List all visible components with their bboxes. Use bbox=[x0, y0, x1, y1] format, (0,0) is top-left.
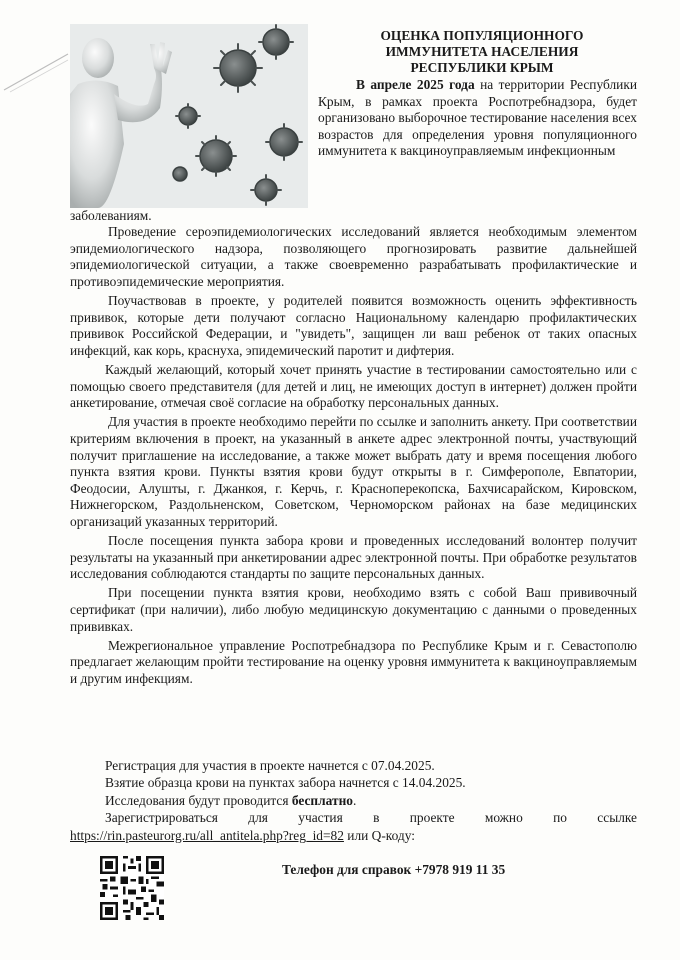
scan-artifact-line bbox=[0, 36, 70, 96]
link-tail: или Q-коду: bbox=[343, 827, 415, 843]
sampling-start: Взятие образца крови на пунктах забора начнется с 14.04.2025. bbox=[105, 775, 466, 791]
intro-text: на территории Республики Крым, в рамках проекта Роспотребнадзора, будет организовано выборочное тестирование населения всех возрастов для определения уровня популяционного иммунитета к вакциноуправляемым инфекционным bbox=[318, 77, 637, 159]
paragraph: Каждый желающий, который хочет принять участие в тестировании самостоятельно или с помощью своего представителя (для детей и лиц, не имеющих доступ в интернет) должен пройти анкетирование, отмечая своё согласие на обработку персональных данных. bbox=[70, 361, 637, 411]
virus-figure-illustration bbox=[70, 24, 308, 208]
link-line bbox=[70, 827, 637, 844]
paragraph: После посещения пункта забора крови и проведенных исследований волонтер получит результаты на указанный при анкетировании адрес электронной почты. При обработке результатов исследования соблюдаются стандарты по защите персональных данных. bbox=[70, 533, 637, 582]
free-suffix: . bbox=[353, 792, 357, 808]
registration-info bbox=[70, 757, 637, 844]
paragraph: Межрегиональное управление Роспотребнадзора по Республике Крым и г. Севастополю предлагает желающим пройти тестирование на оценку уровня иммунитета к вакциноуправляемым и другим инфекциям. bbox=[70, 637, 637, 686]
free-prefix: Исследования будут проводится bbox=[105, 792, 292, 808]
intro-paragraph bbox=[318, 77, 637, 160]
free-note bbox=[70, 792, 637, 809]
title-line: ОЦЕНКА ПОПУЛЯЦИОННОГО bbox=[380, 28, 584, 43]
registration-link[interactable]: https://rin.pasteurorg.ru/all_antitela.php?reg_id=82 bbox=[70, 827, 344, 843]
qr-code-icon[interactable] bbox=[100, 856, 164, 920]
paragraph: Для участия в проекте необходимо перейти по ссылке и заполнить анкету. При соответствии критериям включения в проект, на указанный в анкете адрес электронной почты, участвующий получит приглашение на исследование, а также может выбрать дату и время посещения любого пункта взятия крови. Пункты взятия крови будут открыты в г. Симферополе, Евпатории, Феодосии, Алушты, г. Джанкоя, г. Керчь, г. Красноперекопска, Бахчисарайском, Кировском, Нижнегорском, Раздольненском, Советском, Черноморском районах на базе медицинских организаций указанных территорий. bbox=[70, 414, 637, 529]
free-bold: бесплатно bbox=[291, 792, 353, 808]
phone-info: Телефон для справок +7978 919 11 35 bbox=[282, 862, 506, 877]
title-line: ИММУНИТЕТА НАСЕЛЕНИЯ bbox=[385, 44, 579, 59]
page-title bbox=[322, 28, 642, 76]
body-text bbox=[70, 224, 637, 690]
link-intro: Зарегистрироваться для участия в проекте можно по ссылке bbox=[105, 810, 637, 826]
intro-continuation: заболеваниям. bbox=[70, 208, 152, 223]
hero-illustration bbox=[70, 24, 308, 208]
intro-bold-lead: В апреле 2025 года bbox=[356, 77, 475, 92]
paragraph: При посещении пункта взятия крови, необходимо взять с собой Ваш прививочный сертификат (при наличии), либо любую медицинскую документацию с данными о проведенных прививках. bbox=[70, 585, 637, 634]
registration-start: Регистрация для участия в проекте начнется с 07.04.2025. bbox=[105, 758, 435, 773]
title-line: РЕСПУБЛИКИ КРЫМ bbox=[410, 60, 554, 75]
paragraph: Поучаствовав в проекте, у родителей появится возможность оценить эффективность прививок, которые дети получают согласно Национальному календарю профилактических прививок Российской Федерации, и "увидеть", защищен ли ваш ребенок от таких опасных инфекций, как корь, краснуха, эпидемический паротит и дифтерия. bbox=[70, 292, 637, 358]
paragraph: Проведение сероэпидемиологических исследований является необходимым элементом эпидемиологического надзора, позволяющего прогнозировать развитие дальнейшей эпидемиологической ситуации, а также своевременно разрабатывать профилактические и противоэпидемические мероприятия. bbox=[70, 224, 637, 289]
